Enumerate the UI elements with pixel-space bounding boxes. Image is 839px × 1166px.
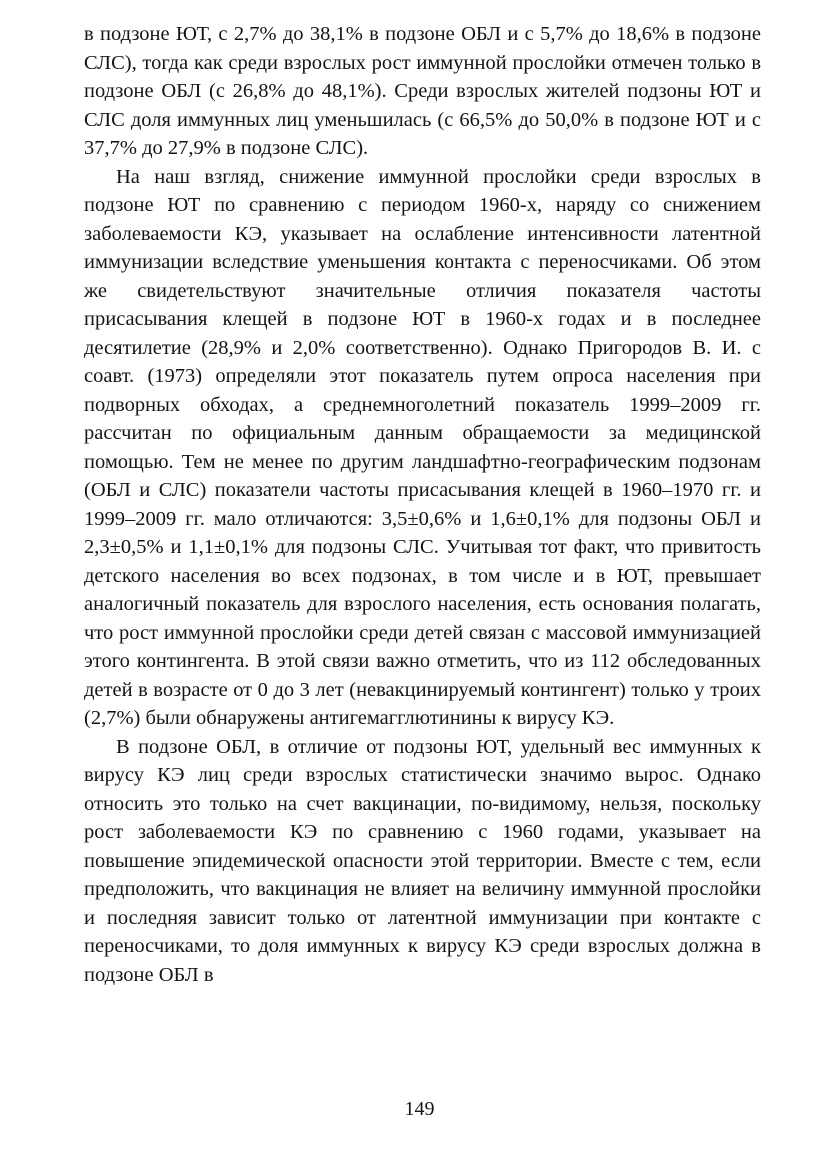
paragraph: В подзоне ОБЛ, в отличие от подзоны ЮТ, удельный вес иммунных к вирусу КЭ лиц среди взрослых статистически значимо вырос. Однако относить это только на счет вакцинации, по-видимому, нельзя, поскольку рост заболеваемости КЭ по сравнению с 1960 годами, указывает на повышение эпидемической опасности этой территории. Вместе с тем, если предположить, что вакцинация не влияет на величину иммунной прослойки и последняя зависит только от латентной иммунизации при контакте с переносчиками, то доля иммунных к вирусу КЭ среди взрослых должна в подзоне ОБЛ в — [84, 735, 761, 986]
paragraph: На наш взгляд, снижение иммунной прослойки среди взрослых в подзоне ЮТ по сравнению с периодом 1960-х, наряду со снижением заболеваемости КЭ, указывает на ослабление интенсивности латентной иммунизации вследствие уменьшения контакта с переносчиками. Об этом же свидетельствуют значительные отличия показателя частоты присасывания клещей в подзоне ЮТ в 1960-х годах и в последнее десятилетие (28,9% и 2,0% соответственно). Однако Пригородов В. И. с соавт. (1973) определяли этот показатель путем опроса населения при подворных обходах, а среднемноголетний показатель 1999–2009 гг. рассчитан по официальным данным обращаемости за медицинской помощью. Тем не менее по другим ландшафтно-географическим подзонам (ОБЛ и СЛС) показатели частоты присасывания клещей в 1960–1970 гг. и 1999–2009 гг. мало отличаются: 3,5±0,6% и 1,6±0,1% для подзоны ОБЛ и 2,3±0,5% и 1,1±0,1% для подзоны СЛС. Учитывая тот факт, что привитость детского населения во всех подзонах, в том числе и в ЮТ, превышает аналогичный показатель для взрослого населения, есть основания полагать, что рост иммунной прослойки среди детей связан с массовой иммунизацией этого контингента. В этой связи важно отметить, что из 112 обследованных детей в возрасте от 0 до 3 лет (невакцинируемый контингент) только у троих (2,7%) были обнаружены антигемагглютинины к вирусу КЭ. — [84, 165, 761, 729]
page-number: 149 — [404, 1098, 435, 1120]
body-text — [84, 20, 761, 989]
paragraph-continuation: в подзоне ЮТ, с 2,7% до 38,1% в подзоне ОБЛ и с 5,7% до 18,6% в подзоне СЛС), тогда как среди взрослых рост иммунной прослойки отмечен только в подзоне ОБЛ (с 26,8% до 48,1%). Среди взрослых жителей подзоны ЮТ и СЛС доля иммунных лиц уменьшилась (с 66,5% до 50,0% в подзоне ЮТ и с 37,7% до 27,9% в подзоне СЛС). — [84, 23, 761, 159]
